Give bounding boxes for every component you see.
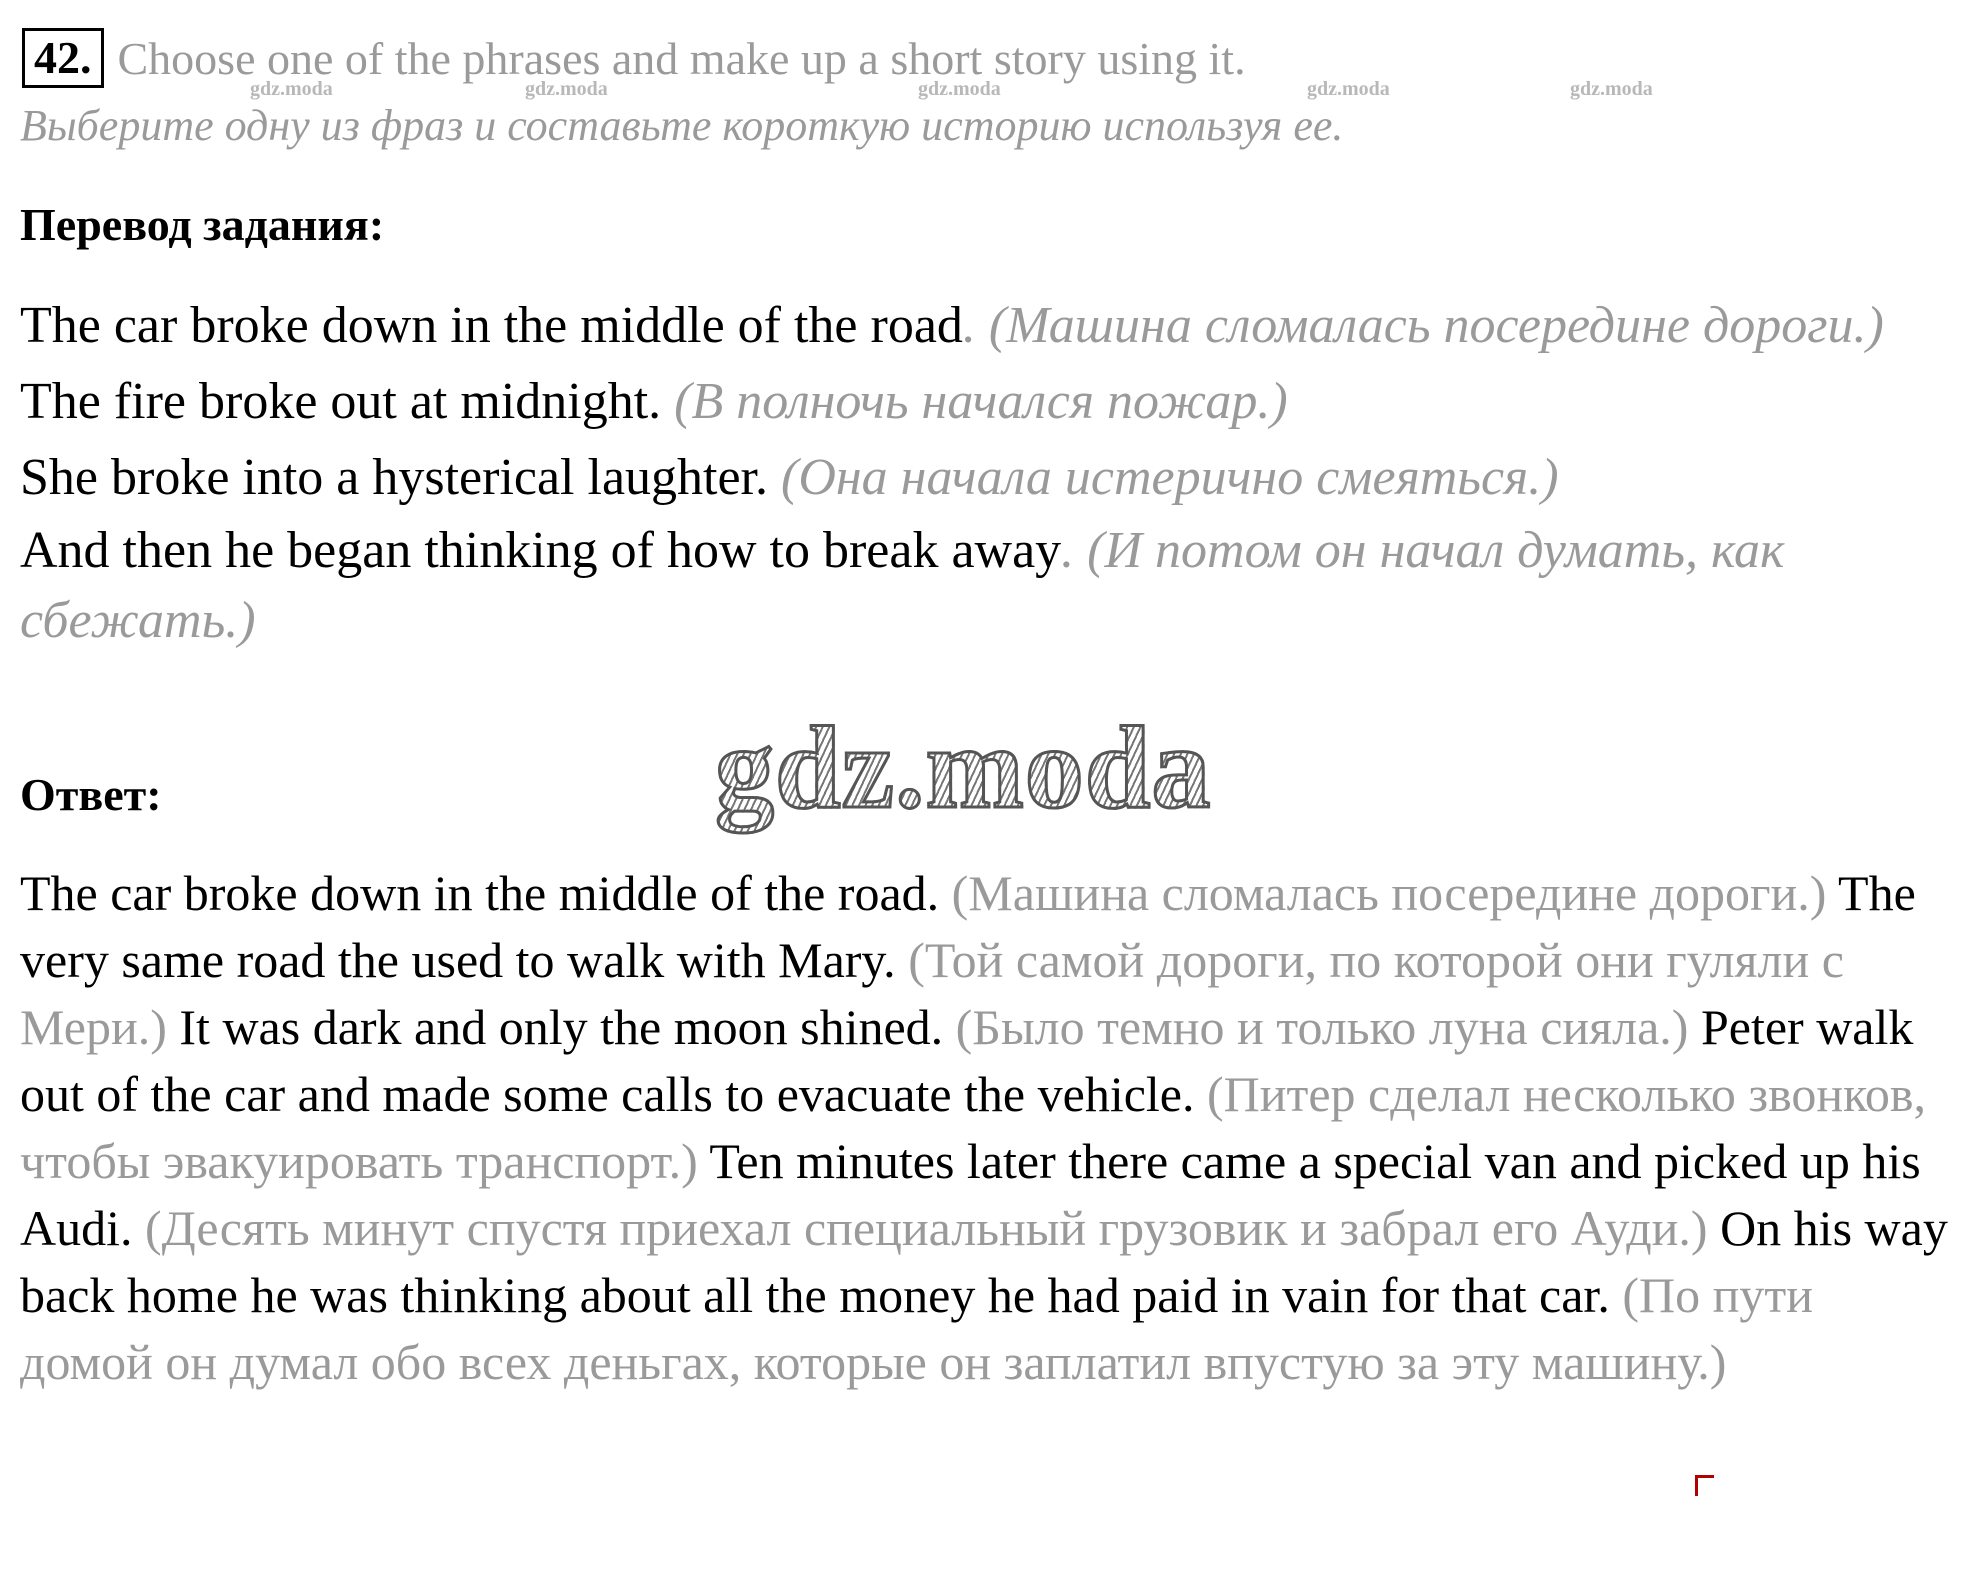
translation-heading: Перевод задания: [20,199,385,250]
sentence-en: The fire broke out at midnight. [20,373,675,430]
sentence-ru: . (И потом он начал думать, как сбежать.) [20,522,1785,649]
answer-en: Ten minutes later there came a special van and picked up his Audi. [20,1133,1921,1256]
translation-sentence [20,440,1940,516]
stray-mark [1695,1475,1714,1496]
answer-ru: (Питер сделал несколько звонков, чтобы эвакуировать транспорт.) [20,1066,1927,1189]
answer-ru: (Той самой дороги, по которой они гуляли с Мери.) [20,932,1844,1055]
translation-sentence [20,288,1940,364]
sentence-en: And then he began thinking of how to break away [20,522,1062,579]
task-instruction-ru: Выберите одну из фраз и составьте короткую историю используя ее. [20,101,1344,150]
watermark-logo: gdz.moda [715,700,1211,836]
answer-en: On his way back home he was thinking about all the money he had paid in vain for that car. [20,1200,1948,1323]
watermark-small: gdz.moda [1570,78,1653,100]
sentence-ru: (Она начала истерично смеяться.) [781,449,1559,506]
answer-ru: (Десять минут спустя приехал специальный грузовик и забрал его Ауди.) [145,1200,1721,1256]
answer-paragraph [20,860,1955,1396]
sentence-en: The car broke down in the middle of the road [20,297,963,354]
answer-ru: (Машина сломалась посередине дороги.) [951,865,1839,921]
translation-sentence [20,364,1940,440]
watermark-row [0,78,1969,102]
answer-en: The very same road the used to walk with Mary. [20,865,1916,988]
sentence-en: She broke into a hysterical laughter. [20,449,782,506]
translation-sentence [20,516,1940,656]
answer-heading: Ответ: [20,769,162,820]
task-instruction-en: Choose one of the phrases and make up a short story using it. [117,32,1246,84]
sentence-ru: (В полночь начался пожар.) [674,373,1288,430]
watermark-small: gdz.moda [1307,78,1390,100]
answer-en: The car broke down in the middle of the road. [20,865,952,921]
answer-en: It was dark and only the moon shined. [179,999,956,1055]
translation-sentence-list [20,288,1940,656]
answer-ru: (Было темно и только луна сияла.) [955,999,1701,1055]
watermark-small: gdz.moda [525,78,608,100]
task-number: 42. [22,28,104,88]
sentence-ru: . (Машина сломалась посередине дороги.) [962,297,1884,354]
answer-en: Peter walk out of the car and made some calls to evacuate the vehicle. [20,999,1914,1122]
watermark-small: gdz.moda [250,78,333,100]
answer-ru: (По пути домой он думал обо всех деньгах, которые он заплатил впустую за эту машину.) [20,1267,1813,1390]
watermark-small: gdz.moda [918,78,1001,100]
